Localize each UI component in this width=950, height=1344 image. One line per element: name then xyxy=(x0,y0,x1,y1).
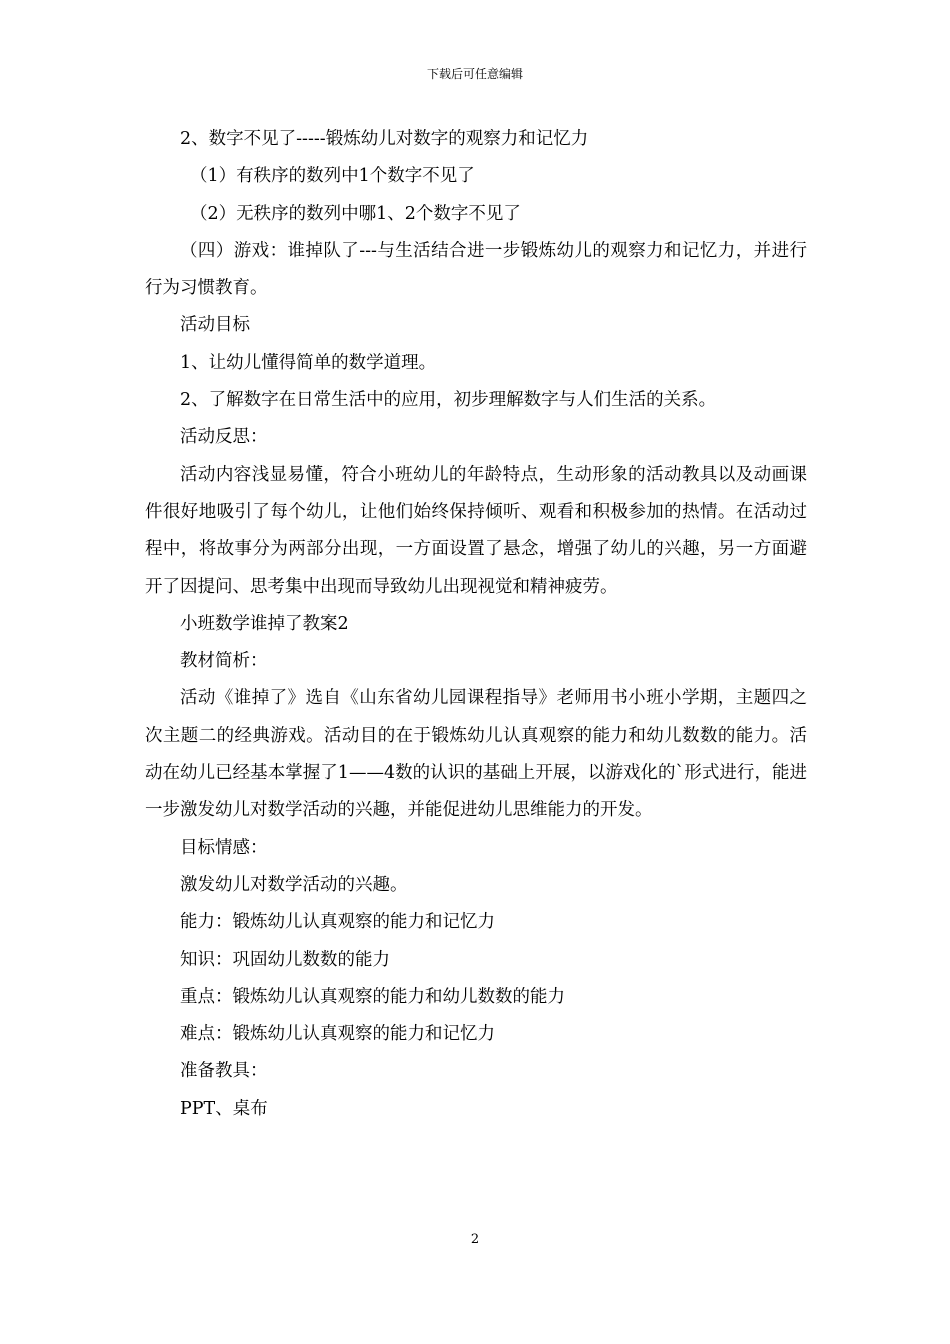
section-heading: 目标情感： xyxy=(180,837,268,858)
document-title: 小班数学谁掉了教案2 xyxy=(180,613,349,634)
text-paragraph: （四）游戏：谁掉队了---与生活结合进一步锻炼幼儿的观察力和记忆力，并进行行为习惯教育。 xyxy=(145,240,807,299)
text-line: 重点：锻炼幼儿认真观察的能力和幼儿数数的能力 xyxy=(180,986,565,1007)
text-line: （1）有秩序的数列中1个数字不见了 xyxy=(190,166,475,187)
text-paragraph: 活动内容浅显易懂，符合小班幼儿的年龄特点，生动形象的活动教具以及动画课件很好地吸引了每个幼儿，让他们始终保持倾听、观看和积极参加的热情。在活动过程中，将故事分为两部分出现，一方面设置了悬念，增强了幼儿的兴趣，另一方面避开了因提问、思考集中出现而导致幼儿出现视觉和精神疲劳。 xyxy=(145,464,807,597)
text-line: 2、了解数字在日常生活中的应用，初步理解数字与人们生活的关系。 xyxy=(180,390,717,411)
page-header: 下载后可任意编辑 xyxy=(426,67,523,81)
text-line: 知识：巩固幼儿数数的能力 xyxy=(180,949,390,970)
section-heading: 活动目标 xyxy=(180,315,250,336)
section-heading: 准备教具： xyxy=(180,1061,268,1082)
section-heading: 教材简析： xyxy=(180,651,268,672)
text-paragraph: 活动《谁掉了》选自《山东省幼儿园课程指导》老师用书小班小学期，主题四之次主题二的经典游戏。活动目的在于锻炼幼儿认真观察的能力和幼儿数数的能力。活动在幼儿已经基本掌握了1——4数的认识的基础上开展，以游戏化的`形式进行，能进一步激发幼儿对数学活动的兴趣，并能促进幼儿思维能力的开发。 xyxy=(145,688,807,821)
text-line: 能力：锻炼幼儿认真观察的能力和记忆力 xyxy=(180,912,495,933)
text-line: 1、让幼儿懂得简单的数学道理。 xyxy=(180,352,437,373)
text-line: （2）无秩序的数列中哪1、2个数字不见了 xyxy=(190,203,521,224)
text-line: 激发幼儿对数学活动的兴趣。 xyxy=(180,874,408,895)
text-line: 2、数字不见了-----锻炼幼儿对数字的观察力和记忆力 xyxy=(180,129,589,149)
page-number: 2 xyxy=(470,1232,480,1247)
section-heading: 活动反思： xyxy=(180,427,268,448)
text-line: 难点：锻炼幼儿认真观察的能力和记忆力 xyxy=(180,1024,495,1045)
document-body xyxy=(145,121,807,1128)
text-line: PPT、桌布 xyxy=(180,1098,268,1119)
